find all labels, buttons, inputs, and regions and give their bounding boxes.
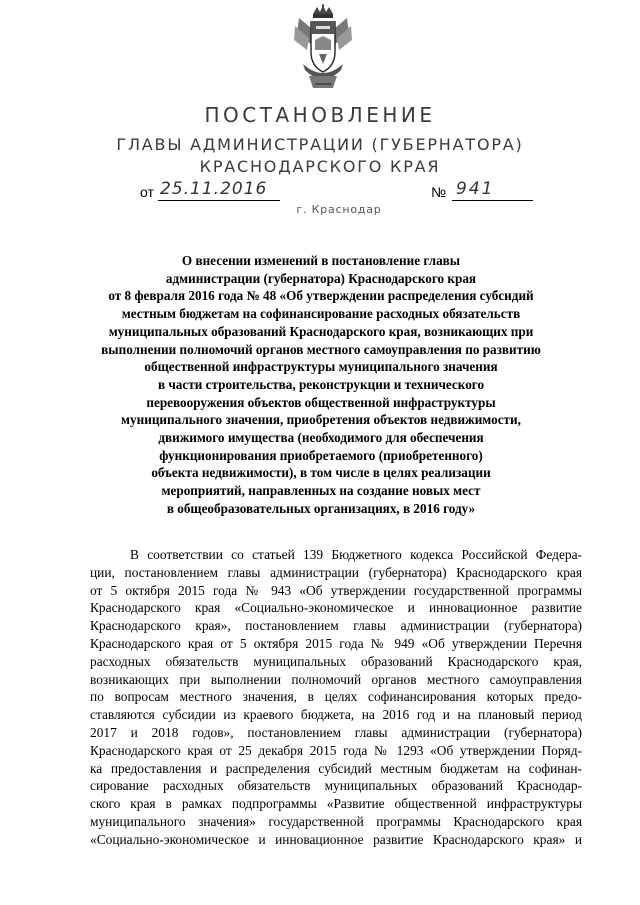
issuer-heading-line1: ГЛАВЫ АДМИНИСТРАЦИИ (ГУБЕРНАТОРА): [116, 135, 524, 154]
body-line: 2017 и 2018 годов», постановлением главы администрации (губернатора): [90, 724, 582, 740]
title-line: общественной инфраструктуры муниципального значения: [144, 359, 498, 375]
title-line: от 8 февраля 2016 года № 48 «Об утверждении распределения субсидий: [108, 288, 534, 304]
title-line: в части строительства, реконструкции и технического: [157, 376, 485, 392]
title-line: О внесении изменений в постановление главы: [181, 253, 461, 268]
title-line: мероприятий, направленных на создание новых мест: [161, 483, 481, 499]
document-type-heading: ПОСТАНОВЛЕНИЕ: [204, 103, 436, 127]
title-line: местным бюджетам на софинансирование расходных обязательств: [121, 306, 521, 322]
body-line: ка предоставления и распределения субсидий местным бюджетам на софинан-: [90, 760, 582, 776]
title-line: объекта недвижимости), в том числе в целях реализации: [151, 465, 491, 481]
title-line: функционирования приобретаемого (приобретенного): [159, 447, 483, 463]
title-line: муниципального значения, приобретения объектов недвижимости,: [121, 412, 521, 428]
body-line: муниципального значения» государственной программы Краснодарского края: [90, 813, 582, 829]
body-line: сирование расходных обязательств муниципальных образований Краснодар-: [90, 778, 582, 794]
body-line: ставляются субсидии из краевого бюджета, на 2016 год и на плановый период: [90, 707, 582, 723]
city-line: г. Краснодар: [296, 203, 382, 216]
body-line: Краснодарского края «Социально-экономическое и инновационное развитие: [90, 600, 582, 616]
body-line: расходных обязательств муниципальных образований Краснодарского края,: [90, 653, 582, 669]
number-prefix: №: [431, 184, 447, 200]
body-line: «Социально-экономическое и инновационное развитие Краснодарского края» и: [90, 831, 582, 847]
body-line: Краснодарского края от 25 декабря 2015 года № 1293 «Об утверждении Поряд-: [90, 742, 582, 758]
title-line: в общеобразовательных организациях, в 2016 году»: [166, 500, 476, 516]
body-line: ции, постановлением главы администрации (губернатора) Краснодарского края: [90, 564, 582, 580]
title-line: движимого имущества (необходимого для обеспечения: [158, 430, 484, 446]
title-line: муниципальных образований Краснодарского края, возникающих при: [108, 323, 534, 339]
body-line: ского края в рамках подпрограммы «Развитие общественной инфраструктуры: [90, 796, 582, 812]
document-title: [85, 252, 557, 518]
coat-of-arms-icon: [293, 4, 353, 92]
title-line: администрации (губернатора) Краснодарского края: [165, 270, 477, 286]
body-line: Краснодарского края», постановлением главы администрации (губернатора): [90, 618, 582, 634]
document-number: 941: [452, 180, 533, 201]
title-line: перевооружения объектов общественной инфраструктуры: [146, 394, 496, 410]
title-line: выполнении полномочий органов местного самоуправления по развитию: [101, 341, 541, 357]
body-line: возникающих при выполнении полномочий органов местного самоуправления: [90, 671, 582, 687]
document-body: [90, 546, 582, 849]
date-prefix: от: [140, 184, 154, 200]
body-line: Краснодарского края от 5 октября 2015 года № 949 «Об утверждении Перечня: [90, 635, 582, 651]
body-line: от 5 октября 2015 года № 943 «Об утверждении государственной программы: [90, 582, 582, 598]
issuer-heading-line2: КРАСНОДАРСКОГО КРАЯ: [199, 157, 441, 176]
document-date: 25.11.2016: [158, 180, 280, 201]
body-line: по вопросам местного значения, в целях софинансирования которых предо-: [90, 689, 582, 705]
body-line: В соответствии со статьей 139 Бюджетного кодекса Российской Федера-: [130, 547, 582, 562]
